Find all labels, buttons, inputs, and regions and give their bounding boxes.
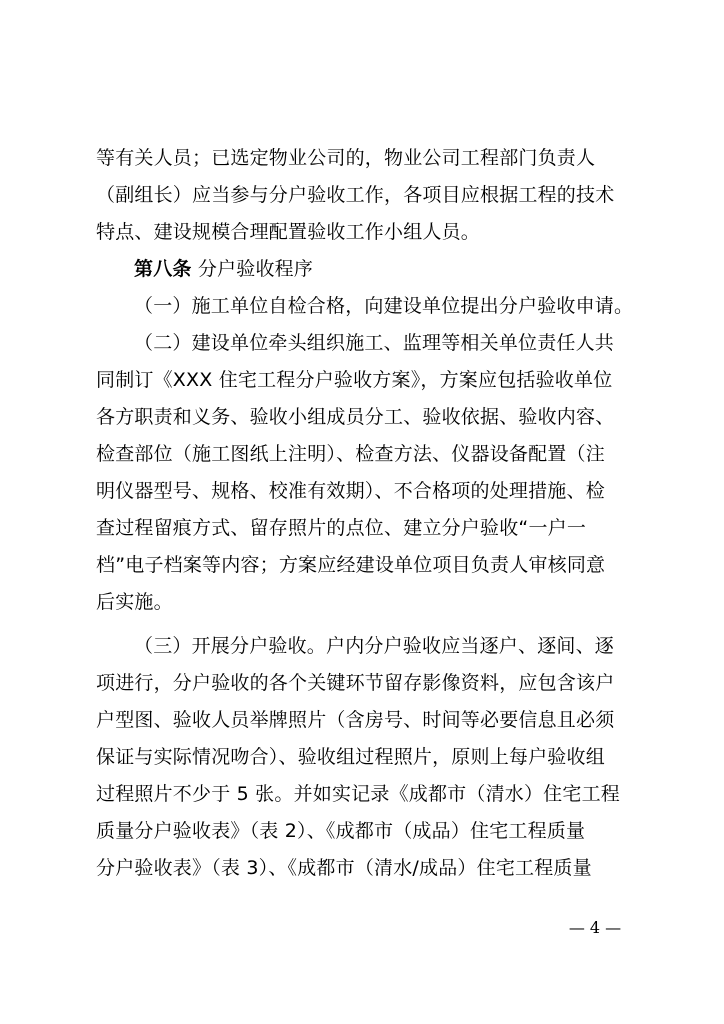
paragraph-line: 检查部位（施工图纸上注明）、检查方法、仪器设备配置（注 [96,443,605,465]
paragraph-line: 分户验收表》（表 3）、《成都市（清水/成品）住宅工程质量 [96,857,592,879]
paragraph-line: 后实施。 [96,591,173,613]
paragraph-line: 户型图、验收人员举牌照片（含房号、时间等必要信息且必须 [96,709,615,731]
article-number: 第八条 [134,258,192,280]
paragraph-line: 质量分户验收表》（表 2）、《成都市（成品）住宅工程质量 [96,820,586,842]
paragraph-line: 档”电子档案等内容；方案应经建设单位项目负责人审核同意 [96,554,606,576]
paragraph-line: 项进行，分户验收的各个关键环节留存影像资料，应包含该户 [96,672,615,694]
paragraph-line: （一）施工单位自检合格，向建设单位提出分户验收申请。 [134,295,634,317]
paragraph-line: 特点、建设规模合理配置验收工作小组人员。 [96,221,481,243]
paragraph-line: （三）开展分户验收。户内分户验收应当逐户、逐间、逐 [134,635,615,657]
paragraph-line: 保证与实际情况吻合）、验收组过程照片，原则上每户验收组 [96,746,605,768]
paragraph-line: （二）建设单位牵头组织施工、监理等相关单位责任人共 [134,332,615,354]
paragraph-line: 等有关人员；已选定物业公司的，物业公司工程部门负责人 [96,147,596,169]
paragraph-line: （副组长）应当参与分户验收工作，各项目应根据工程的技术 [96,184,615,206]
paragraph-line: 各方职责和义务、验收小组成员分工、验收依据、验收内容、 [96,406,615,428]
article-heading [134,251,636,287]
paragraph-line: 过程照片不少于 5 张。并如实记录《成都市（清水）住宅工程 [96,783,620,805]
paragraph-line: 同制订《XXX 住宅工程分户验收方案》，方案应包括验收单位 [96,369,613,391]
paragraph-line: 明仪器型号、规格、校准有效期）、不合格项的处理措施、检 [96,480,605,502]
article-title: 分户验收程序 [191,258,314,280]
page-number: — 4 — [568,918,622,937]
paragraph-line: 查过程留痕方式、留存照片的点位、建立分户验收“一户一 [96,517,587,539]
